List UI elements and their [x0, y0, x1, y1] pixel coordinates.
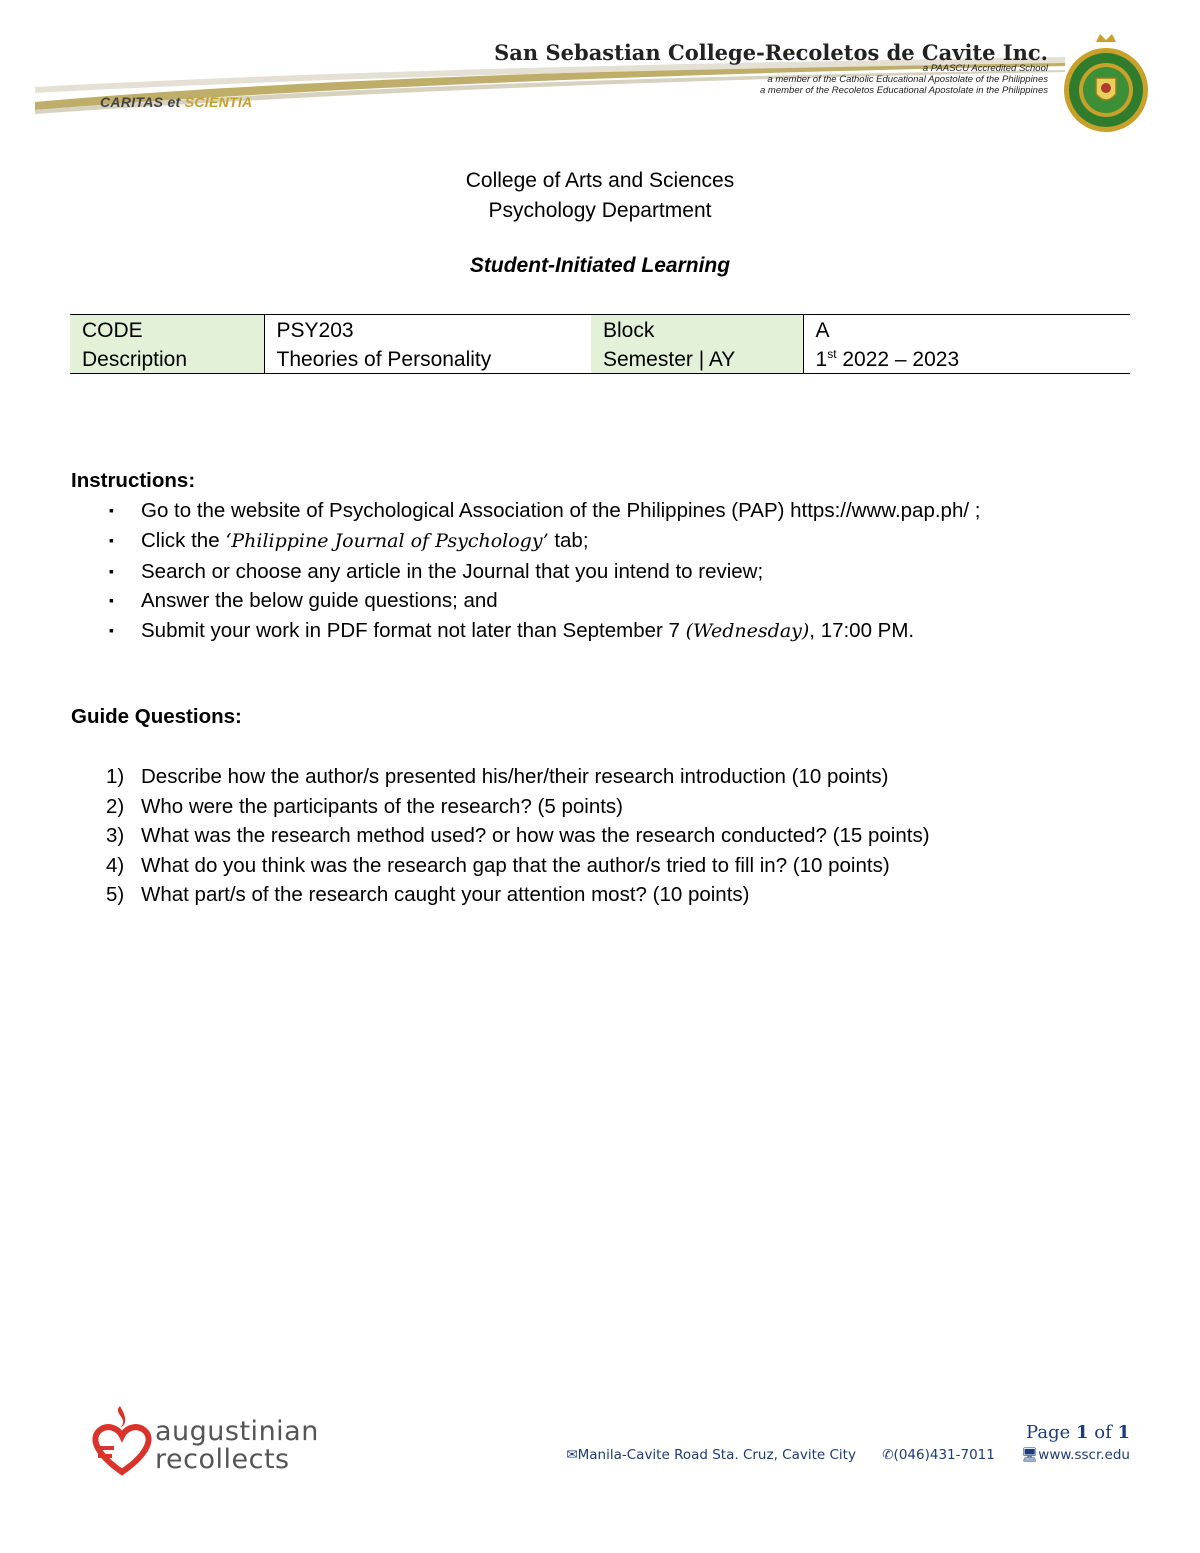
- document-title: Student-Initiated Learning: [469, 254, 731, 277]
- college-name: College of Arts and Sciences: [465, 169, 735, 192]
- list-item: ▪ Submit your work in PDF format not later than September 7 (Wednesday), 17:00 PM.: [71, 616, 980, 647]
- website-link[interactable]: 🖥www.sscr.edu: [1021, 1447, 1130, 1463]
- instructions-heading: Instructions:: [71, 469, 196, 492]
- instructions-list: [71, 496, 980, 647]
- augustinian-recollects-wordmark: augustinian recollects: [155, 1416, 319, 1475]
- semester-label: Semester | AY: [591, 344, 803, 374]
- membership-line-2: a member of the Recoletos Educational Apostolate in the Philippines: [760, 85, 1048, 96]
- bullet-icon: ▪: [109, 531, 114, 548]
- department-name: Psychology Department: [488, 199, 712, 222]
- motto: CARITAS et SCIENTIA: [100, 94, 253, 110]
- guide-questions-section: [71, 702, 930, 910]
- address: ✉Manila-Cavite Road Sta. Cruz, Cavite City: [566, 1447, 856, 1463]
- list-item: 5) What part/s of the research caught your attention most? (10 points): [106, 883, 750, 906]
- table-row: [70, 344, 1130, 374]
- description-value: Theories of Personality: [264, 344, 591, 374]
- school-seal-logo: [1062, 32, 1150, 136]
- guide-questions-list: [71, 762, 930, 910]
- list-item: ▪ Search or choose any article in the Journal that you intend to review;: [71, 557, 980, 587]
- block-value: A: [803, 315, 1130, 345]
- list-item: ▪ Go to the website of Psychological Association of the Philippines (PAP) https://www.pap.ph/ ;: [71, 496, 980, 526]
- bullet-icon: ▪: [109, 562, 114, 579]
- table-row: [70, 315, 1130, 345]
- bullet-icon: ▪: [109, 502, 114, 518]
- letterhead: [0, 0, 1200, 150]
- code-label: CODE: [70, 315, 264, 345]
- guide-questions-heading: Guide Questions:: [71, 705, 242, 728]
- augustinian-heart-logo: [90, 1402, 154, 1478]
- bullet-icon: ▪: [109, 592, 114, 609]
- list-item: ▪ Click the ‘Philippine Journal of Psychology’ tab;: [71, 526, 980, 557]
- accreditation-line: a PAASCU Accredited School: [922, 63, 1048, 74]
- description-label: Description: [70, 344, 264, 374]
- page-number: Page 1 of 1: [1026, 1422, 1130, 1443]
- semester-value: 1st 2022 – 2023: [803, 344, 1130, 374]
- list-item: 3) What was the research method used? or how was the research conducted? (15 points): [106, 824, 930, 847]
- phone-number: ✆(046)431-7011: [882, 1447, 995, 1463]
- block-label: Block: [591, 315, 803, 345]
- document-titles: [0, 166, 1200, 278]
- list-item: ▪ Answer the below guide questions; and: [71, 586, 980, 616]
- list-item: 2) Who were the participants of the research? (5 points): [106, 794, 623, 818]
- code-value: PSY203: [264, 315, 591, 345]
- list-item: 1) Describe how the author/s presented his/her/their research introduction (10 points): [106, 765, 889, 788]
- list-item: 4) What do you think was the research gap that the author/s tried to fill in? (10 points): [106, 853, 890, 877]
- contact-info: [566, 1447, 1130, 1463]
- bullet-icon: ▪: [109, 622, 114, 639]
- course-info-table: [70, 314, 1130, 374]
- instructions-section: [71, 466, 980, 647]
- membership-line-1: a member of the Catholic Educational Apostolate of the Philippines: [767, 74, 1048, 85]
- school-name: San Sebastian College-Recoletos de Cavite Inc.: [494, 40, 1048, 65]
